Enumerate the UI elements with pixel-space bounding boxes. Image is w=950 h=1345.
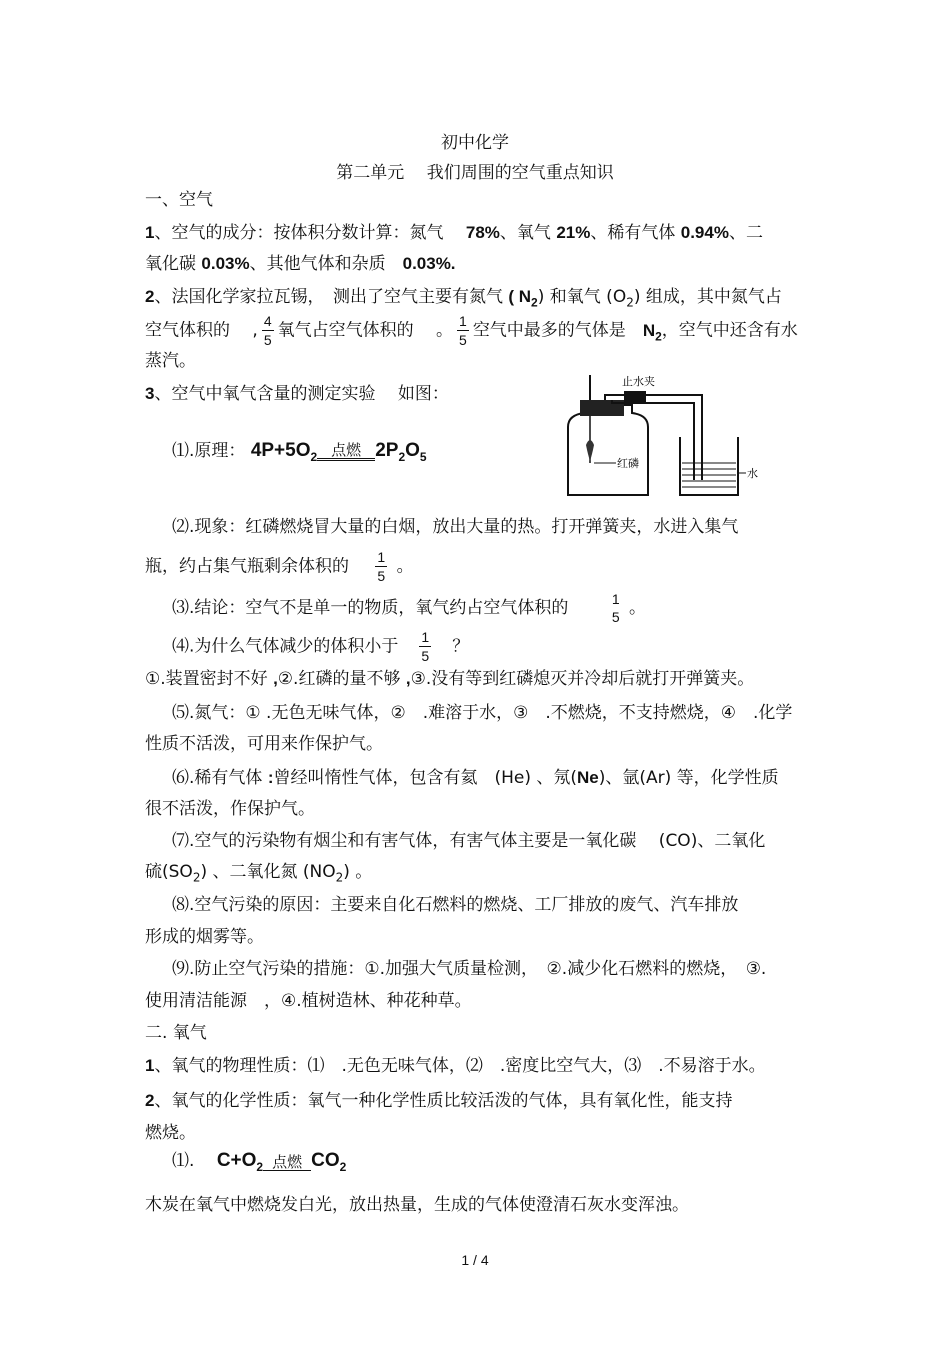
fraction-four-fifths: $\frac{4}{5}$ — [263, 313, 272, 348]
oxygen-physical-line: 1、氧气的物理性质：⑴ .无色无味气体，⑵ .密度比空气大，⑶ .不易溶于水。 — [145, 1056, 766, 1076]
pollution-cause-line-cont: 形成的烟雾等。 — [145, 927, 264, 947]
section-heading-air: 一、空气 — [145, 190, 213, 210]
fraction-one-fifth: $\frac{1}{5}$ — [459, 313, 467, 348]
doc-title: 初中化学 — [441, 133, 509, 153]
paragraph-lavoisier: 2、法国化学家拉瓦锡， 测出了空气主要有氮气 ( $N_2$) 和氧气 $(O_2)$ 组成，其中氮气占 — [145, 287, 782, 310]
why-line: ⑷.为什么气体减少的体积小于 $\frac{1}{5}$ ？ — [172, 629, 470, 664]
pollution-cause-line: ⑻.空气污染的原因：主要来自化石燃料的燃烧、工厂排放的废气、汽车排放 — [172, 895, 739, 915]
unit-title: 第二单元 我们周围的空气重点知识 — [336, 163, 614, 183]
paragraph-air-composition-cont: 氧化碳 0.03%、其他气体和杂质 0.03%. — [145, 254, 456, 274]
section-heading-oxygen: 二. 氧气 — [145, 1023, 207, 1043]
principle-line: ⑴.原理： $4P+5O_2$ 点燃 $2P_2O_5$ — [172, 440, 427, 468]
phenomenon-line: ⑵.现象：红磷燃烧冒大量的白烟，放出大量的热。打开弹簧夹，水进入集气 — [172, 517, 739, 537]
prevention-line: ⑼.防止空气污染的措施：①.加强大气质量检测， ②.减少化石燃料的燃烧， ③. — [172, 959, 767, 979]
pollutants-line-cont: 硫$(SO_2)$ 、二氧化氮 $(NO_2)$ 。 — [145, 862, 373, 885]
apparatus-diagram — [560, 365, 770, 505]
label-clamp: 止水夹 — [622, 375, 655, 388]
paragraph-air-composition: 1、空气的成分：按体积分数计算：氮气 78%、氧气 21%、稀有气体 0.94%、二 — [145, 223, 763, 243]
carbon-equation-line: ⑴. $C+O_2$ 点燃 $CO_2$ — [172, 1150, 346, 1178]
equation-phosphorus: $4P+5O_2$ 点燃 $2P_2O_5$ — [250, 440, 427, 464]
page-number: 1 / 4 — [461, 1252, 489, 1268]
prevention-line-cont: 使用清洁能源 ，④.植树造林、种花种草。 — [145, 991, 472, 1011]
conclusion-line: ⑶.结论：空气不是单一的物质，氧气约占空气体积的 1 5 。 — [172, 591, 647, 625]
label-water: 水 — [747, 467, 758, 480]
carbon-description: 木炭在氧气中燃烧发白光，放出热量，生成的气体使澄清石灰水变浑浊。 — [145, 1195, 689, 1215]
paragraph-experiment: 3、空气中氧气含量的测定实验 如图： — [145, 384, 449, 404]
oxygen-chemical-line-cont: 燃烧。 — [145, 1123, 196, 1143]
paragraph-lavoisier-end: 蒸汽。 — [145, 351, 196, 371]
nitrogen-line: ⑸.氮气：① .无色无味气体，② .难溶于水，③ .不燃烧，不支持燃烧，④ .化学 — [172, 703, 793, 723]
noble-gas-line-cont: 很不活泼，作保护气。 — [145, 799, 315, 819]
oxygen-chemical-line: 2、氧气的化学性质：氧气一种化学性质比较活泼的气体，具有氧化性，能支持 — [145, 1091, 733, 1111]
equation-carbon: $C+O_2$ 点燃 $CO_2$ — [216, 1150, 347, 1174]
nitrogen-line-cont: 性质不活泼，可用来作保护气。 — [145, 734, 383, 754]
label-red-phosphorus: 红磷 — [617, 457, 639, 470]
paragraph-lavoisier-cont: 空气体积的 , $\frac{4}{5}$ 氧气占空气体积的 。 $\frac{1}{5}$ 空气中最多的气体是 $N_2$，空气中还含有水 — [145, 313, 798, 348]
noble-gas-line: ⑹.稀有气体 :曾经叫惰性气体，包含有氦 (He) 、氖(Ne)、氩(Ar) 等，化学性质 — [172, 768, 779, 788]
reasons-line: ①.装置密封不好 ,②.红磷的量不够 ,③.没有等到红磷熄灭并冷却后就打开弹簧夹。 — [145, 669, 755, 689]
pollutants-line: ⑺.空气的污染物有烟尘和有害气体，有害气体主要是一氧化碳 (CO)、二氧化 — [172, 831, 766, 851]
phenomenon-line-cont: 瓶，约占集气瓶剩余体积的 $\frac{1}{5}$ 。 — [145, 549, 414, 584]
clamp-icon — [624, 391, 646, 403]
